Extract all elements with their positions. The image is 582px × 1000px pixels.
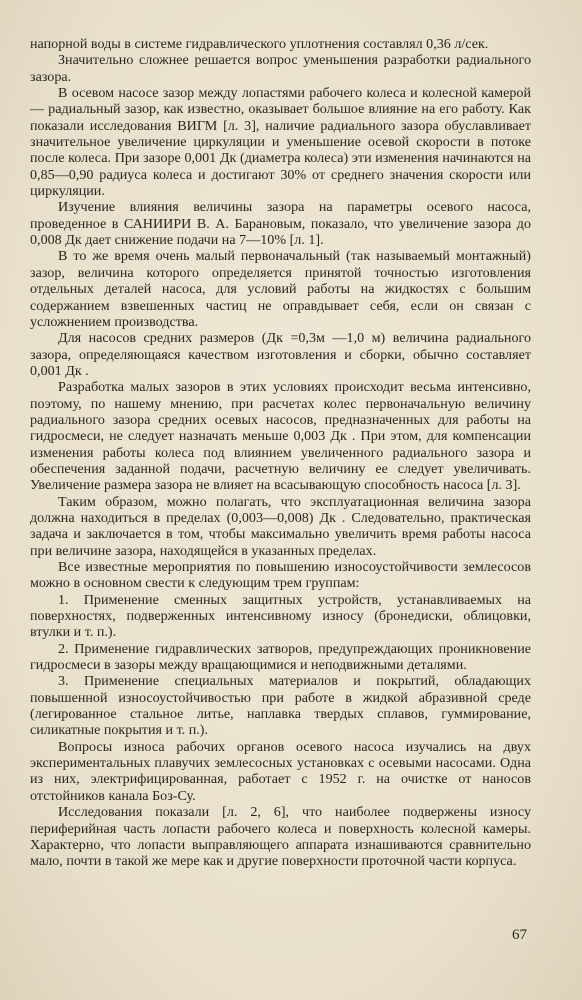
list-item-2: 2. Применение гидравлических затворов, предупреждающих проникновение гидросмеси в зазоры между вращающимися и неподвижными деталями. — [30, 640, 531, 674]
paragraph-1: напорной воды в системе гидравлического уплотнения составлял 0,36 л/сек. — [30, 36, 489, 52]
paragraph-6: Для насосов средних размеров (Дк =0,3м —1,0 м) величина радиального зазора, определяющаяся качеством изготовления и сборки, обычно составляет 0,001 Дк . — [30, 330, 531, 379]
paragraph-3: В осевом насосе зазор между лопастями рабочего колеса и колесной камерой — радиальный зазор, как известно, оказывает большое влияние на его работу. Как показали исследования ВИГМ [л. 3], наличие радиального зазора обуславливает значительное увеличение циркуляции и уменьшение осевой скорости в потоке после колеса. При зазоре 0,001 Дк (диаметра колеса) эти изменения начинаются на 0,85—0,90 радиуса колеса и достигают 30% от среднего значения скорости или циркуляции. — [30, 85, 531, 200]
paragraph-8: Таким образом, можно полагать, что эксплуатационная величина зазора должна находиться в пределах (0,003—0,008) Дк . Следовательно, практическая задача и заключается в том, чтобы максимально увеличить время работы насоса при величине зазора, находящейся в указанных пределах. — [30, 493, 531, 559]
page-number: 67 — [512, 927, 527, 943]
paragraph-7: Разработка малых зазоров в этих условиях происходит весьма интенсивно, поэтому, по нашему мнению, при расчетах колес первоначальную величину радиального зазора средних осевых насосов, предназначенных для работы на гидросмеси, не следует назначать меньше 0,003 Дк . При этом, для компенсации изменения работы колеса под влиянием увеличенного радиального зазора и обеспечения заданной подачи, расчетную величину ее следует увеличивать. Увеличение размера зазора не влияет на всасывающую способность насоса [л. 3]. — [30, 379, 531, 494]
paragraph-14: Исследования показали [л. 2, 6], что наиболее подвержены износу периферийная часть лопасти рабочего колеса и поверхность колесной камеры. Характерно, что лопасти выправляющего аппарата изнашиваются сравнительно мало, почти в такой же мере как и другие поверхности проточной части корпуса. — [30, 804, 531, 870]
paragraph-5: В то же время очень малый первоначальный (так называемый монтажный) зазор, величина которого определяется принятой точностью изготовления отдельных деталей насоса, для условий работы на жидкостях с большим содержанием взвешенных частиц не оправдывает себя, если он связан с усложнением производства. — [30, 248, 531, 330]
list-item-3: 3. Применение специальных материалов и покрытий, обладающих повышенной износоустойчивостью при работе в жидкой абразивной среде (легированное стальное литье, наплавка твердых сплавов, гуммирование, силикатные покрытия и т. п.). — [30, 673, 531, 739]
paragraph-13: Вопросы износа рабочих органов осевого насоса изучались на двух экспериментальных плавучих землесосных установках с осевыми насосами. Одна из них, электрифицированная, работает с 1952 г. на очистке от наносов отстойников канала Боз-Су. — [30, 738, 531, 804]
text-column — [30, 36, 531, 870]
paragraph-9: Все известные мероприятия по повышению износоустойчивости землесосов можно в основном свести к следующим трем группам: — [30, 559, 531, 592]
list-item-1: 1. Применение сменных защитных устройств, устанавливаемых на поверхностях, подверженных интенсивному износу (бронедиски, облицовки, втулки и т. п.). — [30, 591, 531, 641]
paragraph-4: Изучение влияния величины зазора на параметры осевого насоса, проведенное в САНИИРИ В. А. Барановым, показало, что увеличение зазора до 0,008 Дк дает снижение подачи на 7—10% [л. 1]. — [30, 199, 531, 249]
paragraph-2: Значительно сложнее решается вопрос уменьшения разработки радиального зазора. — [30, 52, 531, 85]
